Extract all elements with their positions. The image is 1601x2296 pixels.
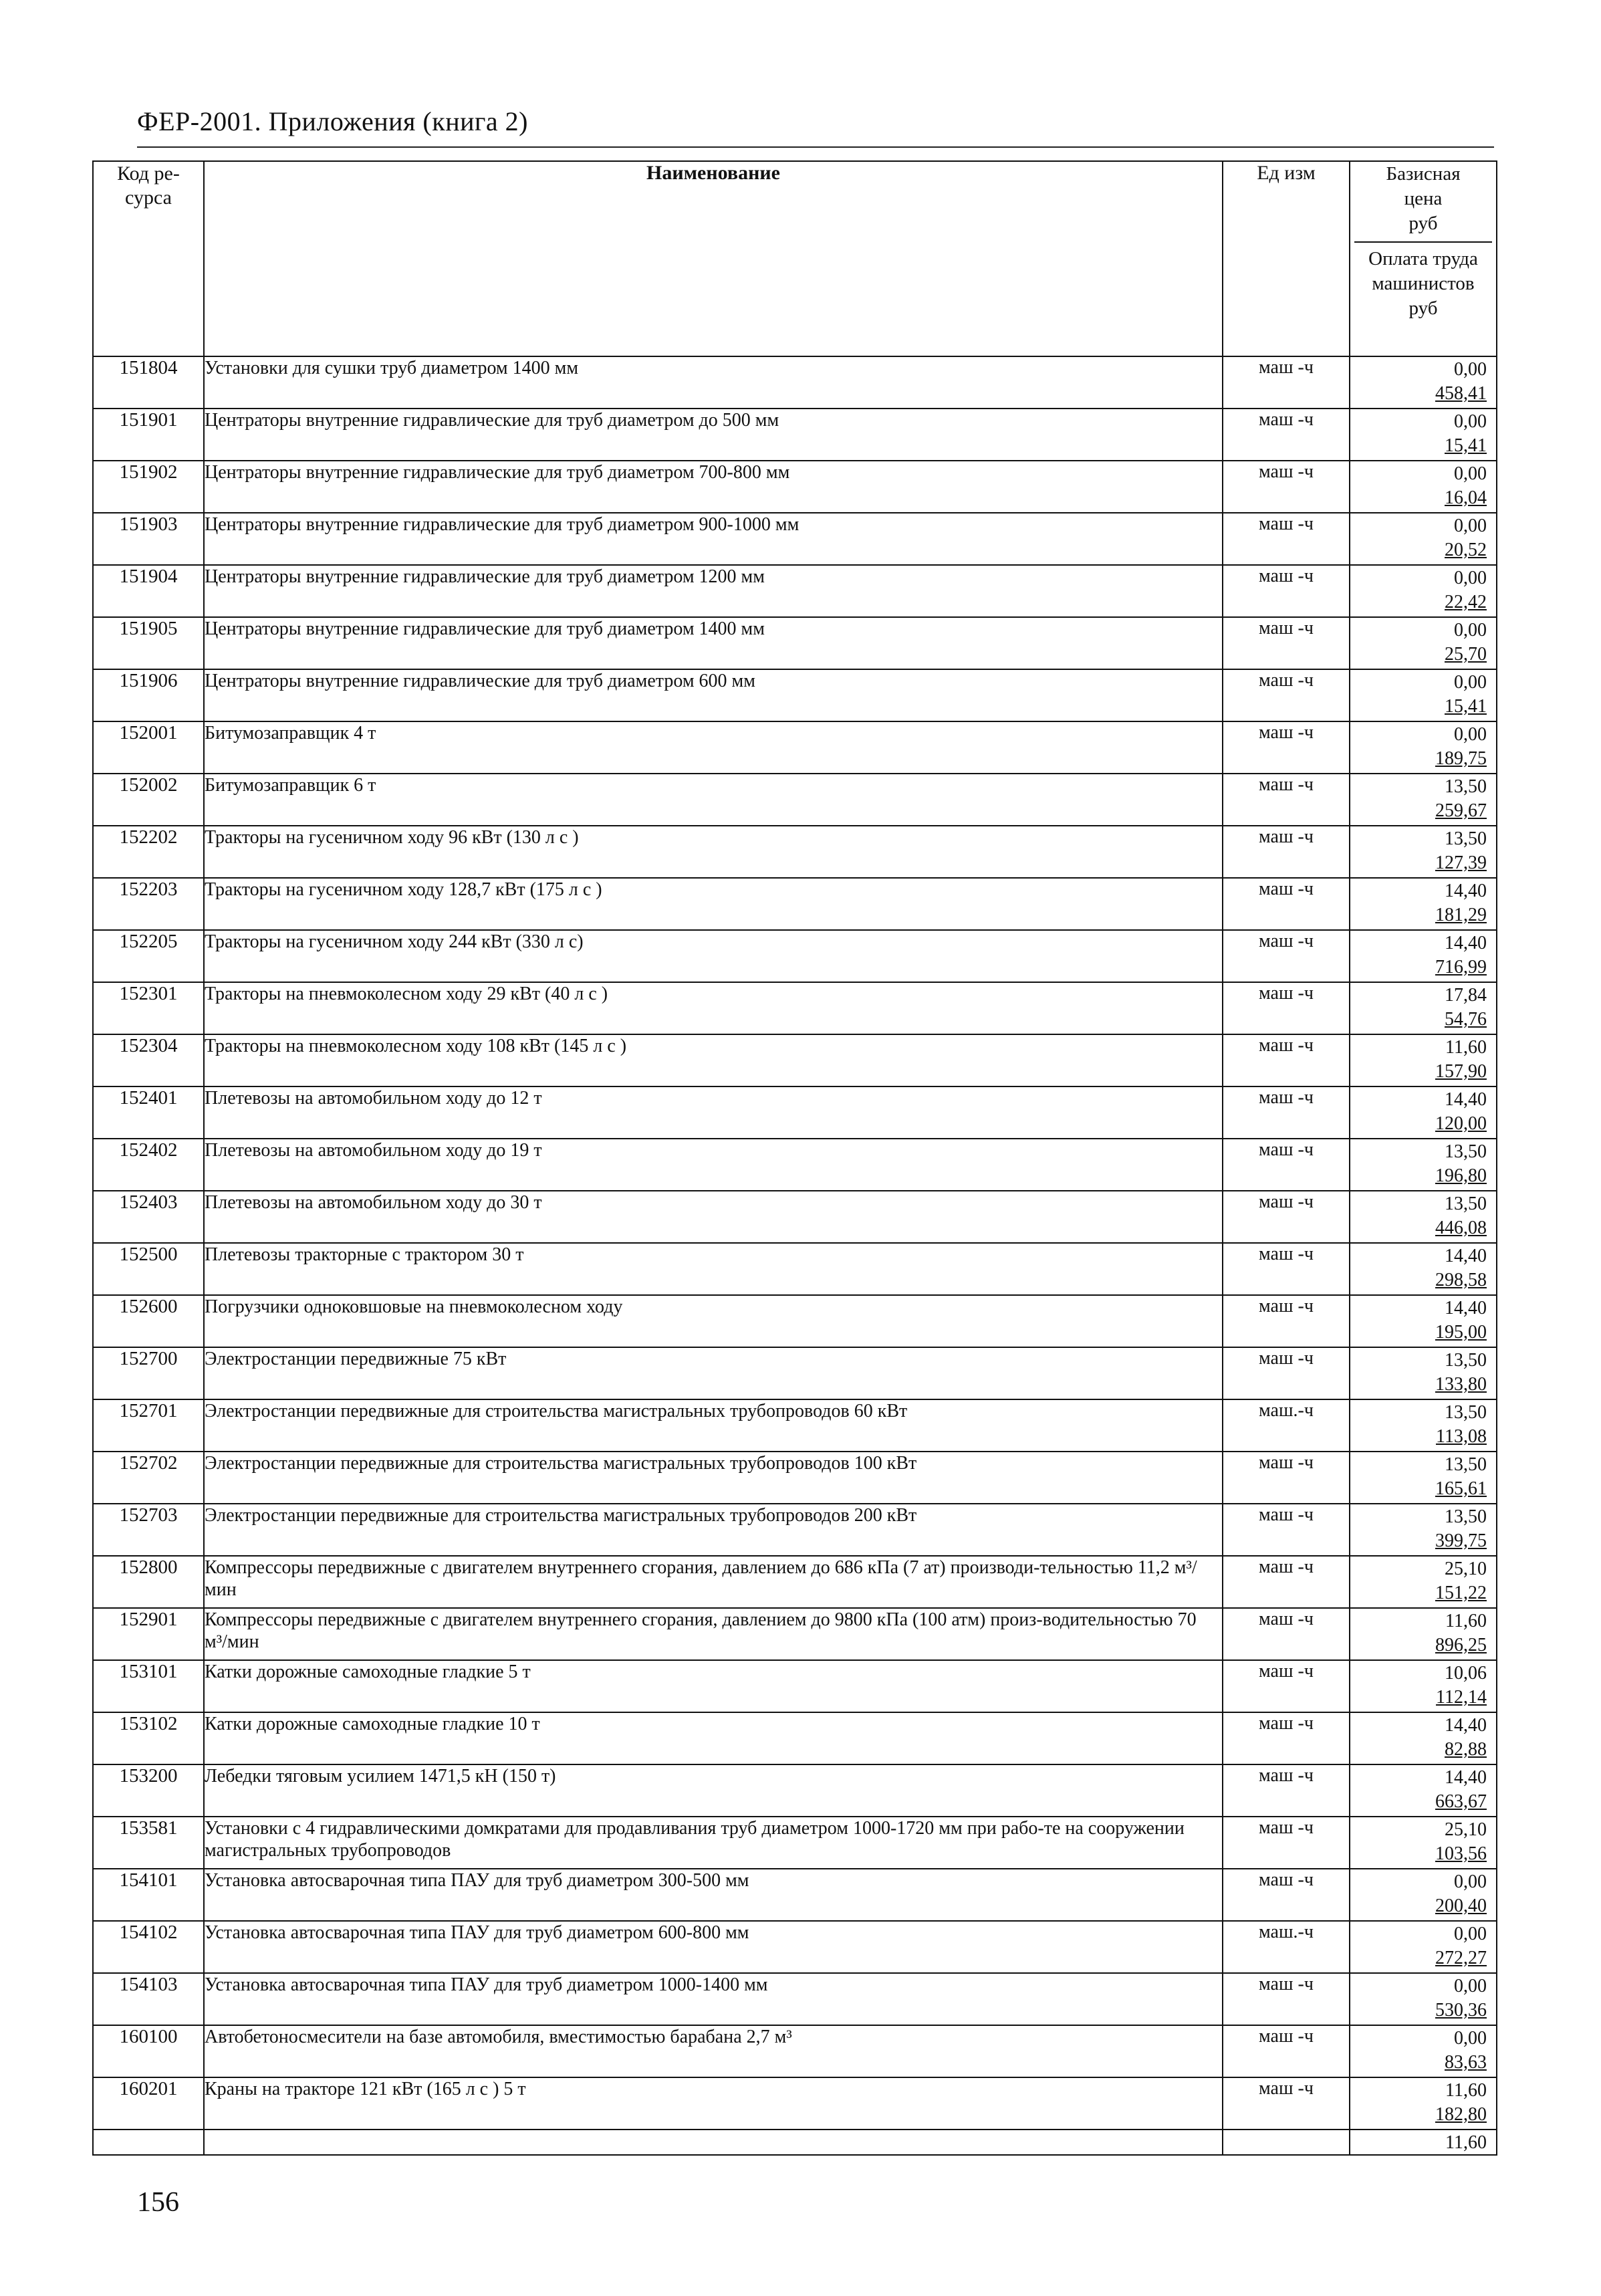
wage-value: 13,50 <box>1445 1402 1487 1423</box>
resource-code: 153101 <box>93 1660 204 1712</box>
col-name-header: Наименование <box>204 161 1223 356</box>
wage-value: 0,00 <box>1454 620 1487 641</box>
empty-cell <box>93 2130 204 2155</box>
table-row <box>93 982 1497 1034</box>
resource-code: 152205 <box>93 930 204 982</box>
resource-price-cell <box>1350 1452 1497 1504</box>
resource-unit: маш -ч <box>1223 982 1350 1034</box>
resource-name: Центраторы внутренние гидравлические для труб диаметром до 500 мм <box>204 409 1223 461</box>
base-price-value <box>1350 1528 1496 1554</box>
wage-value: 11,60 <box>1445 2132 1487 2153</box>
resource-unit: маш -ч <box>1223 356 1350 409</box>
resource-unit: маш -ч <box>1223 1660 1350 1712</box>
resource-unit: маш -ч <box>1223 669 1350 721</box>
page-number: 156 <box>137 2187 179 2218</box>
wage-value: 0,00 <box>1454 568 1487 588</box>
table-row <box>93 1243 1497 1295</box>
base-price-value <box>1350 1946 1496 1971</box>
base-price-value <box>1350 381 1496 407</box>
resource-price-cell <box>1350 1556 1497 1608</box>
wage-value: 14,40 <box>1445 881 1487 901</box>
resource-unit: маш -ч <box>1223 1869 1350 1921</box>
resource-code: 152402 <box>93 1139 204 1191</box>
wage-value: 13,50 <box>1445 1506 1487 1527</box>
resource-name: Центраторы внутренние гидравлические для труб диаметром 600 мм <box>204 669 1223 721</box>
resource-price-cell <box>1350 1869 1497 1921</box>
base-price-value <box>1350 2102 1496 2128</box>
resource-code: 160100 <box>93 2025 204 2077</box>
base-price-text: 896,25 <box>1435 1635 1487 1655</box>
wage-value: 17,84 <box>1445 985 1487 1006</box>
wage-value: 0,00 <box>1454 1976 1487 1996</box>
base-price-value <box>1350 2050 1496 2075</box>
resource-price-cell <box>1350 1712 1497 1764</box>
base-price-text: 196,80 <box>1435 1165 1487 1186</box>
base-price-value <box>1350 1372 1496 1397</box>
table-row <box>93 1608 1497 1660</box>
table-row <box>93 2077 1497 2130</box>
wage-value: 14,40 <box>1445 933 1487 953</box>
base-price-text: 103,56 <box>1435 1843 1487 1864</box>
base-price-value <box>1350 642 1496 667</box>
base-price-value <box>1350 1737 1496 1762</box>
resource-name: Установки для сушки труб диаметром 1400 мм <box>204 356 1223 409</box>
resource-name: Электростанции передвижные для строительства магистральных трубопроводов 60 кВт <box>204 1399 1223 1452</box>
resource-code: 152001 <box>93 721 204 774</box>
base-price-text: 113,08 <box>1436 1426 1487 1447</box>
resource-unit: маш.-ч <box>1223 1399 1350 1452</box>
base-price-value <box>1350 1424 1496 1450</box>
resource-name: Компрессоры передвижные с двигателем внутреннего сгорания, давлением до 686 кПа (7 ат) производи-тельностью 11,2 м³/мин <box>204 1556 1223 1608</box>
resource-unit: маш -ч <box>1223 826 1350 878</box>
resource-unit: маш.-ч <box>1223 1921 1350 1973</box>
wage-value: 13,50 <box>1445 1350 1487 1371</box>
base-price-text: 82,88 <box>1445 1739 1487 1760</box>
table-row <box>93 1347 1497 1399</box>
resource-price-cell <box>1350 1139 1497 1191</box>
wage-value: 13,50 <box>1445 1454 1487 1475</box>
table-row <box>93 1086 1497 1139</box>
wage-value: 0,00 <box>1454 463 1487 484</box>
wage-value: 0,00 <box>1454 672 1487 693</box>
table-row <box>93 1764 1497 1817</box>
base-price-text: 259,67 <box>1435 800 1487 821</box>
resource-price-cell <box>1350 1817 1497 1869</box>
wage-value: 14,40 <box>1445 1298 1487 1318</box>
resource-unit: маш -ч <box>1223 878 1350 930</box>
resource-name: Катки дорожные самоходные гладкие 5 т <box>204 1660 1223 1712</box>
base-price-text: 458,41 <box>1435 383 1487 404</box>
resource-code: 152304 <box>93 1034 204 1086</box>
resource-unit: маш -ч <box>1223 1712 1350 1764</box>
resource-unit: маш -ч <box>1223 1347 1350 1399</box>
final-wage-cell <box>1350 2130 1497 2155</box>
resource-price-cell <box>1350 2025 1497 2077</box>
base-price-value <box>1350 1007 1496 1032</box>
resource-code: 152500 <box>93 1243 204 1295</box>
wage-value: 14,40 <box>1445 1767 1487 1788</box>
resource-price-cell <box>1350 2077 1497 2130</box>
base-price-text: 195,00 <box>1435 1322 1487 1343</box>
table-row <box>93 1452 1497 1504</box>
base-price-text: 399,75 <box>1435 1530 1487 1551</box>
base-price-text: 530,36 <box>1435 2000 1487 2021</box>
resource-unit: маш -ч <box>1223 1504 1350 1556</box>
resource-unit: маш -ч <box>1223 565 1350 617</box>
resource-name: Краны на тракторе 121 кВт (165 л с ) 5 т <box>204 2077 1223 2130</box>
table-row <box>93 1869 1497 1921</box>
base-price-value <box>1350 1059 1496 1084</box>
wage-value: 25,10 <box>1445 1819 1487 1840</box>
resource-price-cell <box>1350 1191 1497 1243</box>
resource-price-cell <box>1350 774 1497 826</box>
resource-price-cell <box>1350 982 1497 1034</box>
resource-unit: маш -ч <box>1223 513 1350 565</box>
resource-code: 152600 <box>93 1295 204 1347</box>
resource-price-cell <box>1350 721 1497 774</box>
base-price-text: 133,80 <box>1435 1374 1487 1395</box>
base-price-text: 298,58 <box>1435 1270 1487 1290</box>
base-price-text: 20,52 <box>1445 540 1487 560</box>
resource-name: Лебедки тяговым усилием 1471,5 кН (150 т) <box>204 1764 1223 1817</box>
table-row <box>93 930 1497 982</box>
table-row <box>93 669 1497 721</box>
wage-value: 0,00 <box>1454 2028 1487 2049</box>
wage-value: 13,50 <box>1445 1141 1487 1162</box>
resource-code: 152800 <box>93 1556 204 1608</box>
resource-price-cell <box>1350 1034 1497 1086</box>
resource-code: 153581 <box>93 1817 204 1869</box>
resource-code: 152901 <box>93 1608 204 1660</box>
resource-code: 151901 <box>93 409 204 461</box>
resource-code: 151904 <box>93 565 204 617</box>
wage-value: 14,40 <box>1445 1246 1487 1266</box>
resource-price-cell <box>1350 878 1497 930</box>
table-row <box>93 513 1497 565</box>
base-price-text: 182,80 <box>1435 2104 1487 2125</box>
base-price-text: 25,70 <box>1445 644 1487 665</box>
base-price-value <box>1350 1841 1496 1867</box>
resource-name: Тракторы на пневмоколесном ходу 29 кВт (40 л с ) <box>204 982 1223 1034</box>
resource-price-cell <box>1350 1608 1497 1660</box>
resource-code: 151804 <box>93 356 204 409</box>
resource-name: Автобетоносмесители на базе автомобиля, вместимостью барабана 2,7 м³ <box>204 2025 1223 2077</box>
resource-code: 160201 <box>93 2077 204 2130</box>
resource-code: 151903 <box>93 513 204 565</box>
base-price-text: 663,67 <box>1435 1791 1487 1812</box>
table-row <box>93 1399 1497 1452</box>
wage-value: 13,50 <box>1445 828 1487 849</box>
base-price-value <box>1350 798 1496 824</box>
wage-value: 25,10 <box>1445 1559 1487 1579</box>
base-price-text: 181,29 <box>1435 905 1487 925</box>
base-price-text: 716,99 <box>1435 957 1487 978</box>
resource-name: Установка автосварочная типа ПАУ для труб диаметром 1000-1400 мм <box>204 1973 1223 2025</box>
resource-unit: маш -ч <box>1223 1034 1350 1086</box>
wage-value: 0,00 <box>1454 515 1487 536</box>
resource-name: Тракторы на гусеничном ходу 96 кВт (130 л с ) <box>204 826 1223 878</box>
base-price-value <box>1350 485 1496 511</box>
resource-code: 154101 <box>93 1869 204 1921</box>
base-price-text: 22,42 <box>1445 592 1487 612</box>
header-rule <box>137 146 1494 148</box>
base-price-text: 54,76 <box>1445 1009 1487 1030</box>
table-row <box>93 1556 1497 1608</box>
resource-name: Центраторы внутренние гидравлические для труб диаметром 1200 мм <box>204 565 1223 617</box>
resource-unit: маш -ч <box>1223 1191 1350 1243</box>
base-price-text: 200,40 <box>1435 1896 1487 1916</box>
wage-value: 0,00 <box>1454 1871 1487 1892</box>
table-row <box>93 409 1497 461</box>
wage-value: 0,00 <box>1454 359 1487 380</box>
resource-code: 152701 <box>93 1399 204 1452</box>
resource-price-cell <box>1350 565 1497 617</box>
resource-name: Тракторы на гусеничном ходу 128,7 кВт (175 л с ) <box>204 878 1223 930</box>
base-price-value <box>1350 1581 1496 1606</box>
resource-price-cell <box>1350 826 1497 878</box>
resource-unit: маш -ч <box>1223 1243 1350 1295</box>
base-price-value <box>1350 1685 1496 1710</box>
wage-value: 13,50 <box>1445 1193 1487 1214</box>
resource-unit: маш -ч <box>1223 617 1350 669</box>
base-price-value <box>1350 694 1496 719</box>
resource-name: Тракторы на гусеничном ходу 244 кВт (330 л с) <box>204 930 1223 982</box>
col-code-header <box>93 161 204 356</box>
base-price-value <box>1350 538 1496 563</box>
resource-price-cell <box>1350 409 1497 461</box>
base-price-text: 112,14 <box>1436 1687 1487 1708</box>
base-price-value <box>1350 903 1496 928</box>
resource-name: Плетевозы тракторные с трактором 30 т <box>204 1243 1223 1295</box>
empty-cell <box>204 2130 1223 2155</box>
resource-unit: маш -ч <box>1223 1086 1350 1139</box>
table-row <box>93 565 1497 617</box>
base-price-text: 446,08 <box>1435 1218 1487 1238</box>
resource-unit: маш -ч <box>1223 930 1350 982</box>
resource-price-cell <box>1350 669 1497 721</box>
table-row <box>93 1973 1497 2025</box>
base-price-text: 83,63 <box>1445 2052 1487 2073</box>
table-row <box>93 1295 1497 1347</box>
resource-code: 152203 <box>93 878 204 930</box>
table-row <box>93 1712 1497 1764</box>
resource-price-cell <box>1350 1086 1497 1139</box>
resource-price-cell <box>1350 617 1497 669</box>
resource-name: Электростанции передвижные для строительства магистральных трубопроводов 200 кВт <box>204 1504 1223 1556</box>
base-price-value <box>1350 1476 1496 1502</box>
resource-price-cell <box>1350 1764 1497 1817</box>
resource-unit: маш -ч <box>1223 1139 1350 1191</box>
table-row <box>93 878 1497 930</box>
resource-name: Битумозаправщик 6 т <box>204 774 1223 826</box>
table-row <box>93 1191 1497 1243</box>
resource-name: Центраторы внутренние гидравлические для труб диаметром 900-1000 мм <box>204 513 1223 565</box>
col-price-bottom-label: Оплата труда машинистов руб <box>1368 248 1478 319</box>
resource-unit: маш -ч <box>1223 1295 1350 1347</box>
table-row <box>93 1921 1497 1973</box>
base-price-value <box>1350 1998 1496 2023</box>
resource-unit: маш -ч <box>1223 461 1350 513</box>
resource-name: Установка автосварочная типа ПАУ для труб диаметром 300-500 мм <box>204 1869 1223 1921</box>
resource-code: 152301 <box>93 982 204 1034</box>
base-price-value <box>1350 850 1496 876</box>
col-unit-header: Ед изм <box>1223 161 1350 356</box>
table-row <box>93 1660 1497 1712</box>
resource-price-cell <box>1350 930 1497 982</box>
resource-price-cell <box>1350 1347 1497 1399</box>
col-price-top-label: Базисная цена руб <box>1386 163 1461 234</box>
table-row <box>93 617 1497 669</box>
col-code-label: Код ре- сурса <box>117 162 180 209</box>
table-row <box>93 356 1497 409</box>
resource-code: 153200 <box>93 1764 204 1817</box>
resource-unit: маш -ч <box>1223 1764 1350 1817</box>
resource-price-cell <box>1350 1660 1497 1712</box>
table-row-final-wage <box>93 2130 1497 2155</box>
resource-name: Тракторы на пневмоколесном ходу 108 кВт (145 л с ) <box>204 1034 1223 1086</box>
resource-name: Компрессоры передвижные с двигателем внутреннего сгорания, давлением до 9800 кПа (100 атм) произ-водительностью 70 м³/мин <box>204 1608 1223 1660</box>
resource-name: Установка автосварочная типа ПАУ для труб диаметром 600-800 мм <box>204 1921 1223 1973</box>
wage-value: 0,00 <box>1454 411 1487 432</box>
resource-code: 152002 <box>93 774 204 826</box>
base-price-value <box>1350 746 1496 772</box>
base-price-value <box>1350 1111 1496 1137</box>
resource-price-cell <box>1350 1921 1497 1973</box>
table-header-row <box>93 161 1497 356</box>
price-header-divider <box>1354 241 1492 243</box>
resource-price-cell <box>1350 513 1497 565</box>
resource-code: 152703 <box>93 1504 204 1556</box>
resource-price-cell <box>1350 1295 1497 1347</box>
base-price-text: 189,75 <box>1435 748 1487 769</box>
table-row <box>93 1817 1497 1869</box>
table-row <box>93 461 1497 513</box>
resource-name: Установки с 4 гидравлическими домкратами для продавливания труб диаметром 1000-1720 мм при рабо-те на сооружении магистральных трубопроводов <box>204 1817 1223 1869</box>
resource-price-cell <box>1350 1973 1497 2025</box>
resource-unit: маш -ч <box>1223 1817 1350 1869</box>
resource-code: 151902 <box>93 461 204 513</box>
empty-cell <box>1223 2130 1350 2155</box>
resource-name: Плетевозы на автомобильном ходу до 30 т <box>204 1191 1223 1243</box>
resource-code: 152702 <box>93 1452 204 1504</box>
resource-price-cell <box>1350 1399 1497 1452</box>
wage-value: 0,00 <box>1454 1924 1487 1944</box>
resource-code: 154102 <box>93 1921 204 1973</box>
resource-name: Электростанции передвижные 75 кВт <box>204 1347 1223 1399</box>
resource-unit: маш -ч <box>1223 1973 1350 2025</box>
resource-name: Погрузчики одноковшовые на пневмоколесном ходу <box>204 1295 1223 1347</box>
wage-value: 10,06 <box>1445 1663 1487 1684</box>
resource-price-cell <box>1350 356 1497 409</box>
col-price-header <box>1350 161 1497 356</box>
resource-code: 154103 <box>93 1973 204 2025</box>
resource-unit: маш -ч <box>1223 1452 1350 1504</box>
base-price-text: 15,41 <box>1445 435 1487 456</box>
wage-value: 0,00 <box>1454 724 1487 745</box>
wage-value: 11,60 <box>1445 1037 1487 1058</box>
resource-table <box>92 160 1497 2156</box>
table-row <box>93 774 1497 826</box>
page-header-title: ФЕР-2001. Приложения (книга 2) <box>137 106 528 136</box>
base-price-value <box>1350 1268 1496 1293</box>
base-price-value <box>1350 1633 1496 1658</box>
resource-code: 152403 <box>93 1191 204 1243</box>
resource-price-cell <box>1350 1504 1497 1556</box>
table-row <box>93 1139 1497 1191</box>
base-price-text: 151,22 <box>1435 1583 1487 1603</box>
table-row <box>93 721 1497 774</box>
resource-name: Центраторы внутренние гидравлические для труб диаметром 700-800 мм <box>204 461 1223 513</box>
base-price-text: 272,27 <box>1435 1948 1487 1968</box>
wage-value: 13,50 <box>1445 776 1487 797</box>
base-price-value <box>1350 1789 1496 1815</box>
base-price-text: 165,61 <box>1435 1478 1487 1499</box>
table-row <box>93 826 1497 878</box>
base-price-text: 16,04 <box>1445 487 1487 508</box>
base-price-text: 157,90 <box>1435 1061 1487 1082</box>
base-price-value <box>1350 1320 1496 1345</box>
base-price-value <box>1350 1216 1496 1241</box>
resource-unit: маш -ч <box>1223 1608 1350 1660</box>
wage-value: 11,60 <box>1445 2080 1487 2101</box>
base-price-value <box>1350 433 1496 459</box>
base-price-value <box>1350 955 1496 980</box>
resource-unit: маш -ч <box>1223 409 1350 461</box>
resource-name: Центраторы внутренние гидравлические для труб диаметром 1400 мм <box>204 617 1223 669</box>
resource-name: Плетевозы на автомобильном ходу до 12 т <box>204 1086 1223 1139</box>
resource-code: 152401 <box>93 1086 204 1139</box>
resource-unit: маш -ч <box>1223 2025 1350 2077</box>
resource-code: 151906 <box>93 669 204 721</box>
resource-price-cell <box>1350 1243 1497 1295</box>
table-body <box>93 356 1497 2155</box>
resource-code: 152700 <box>93 1347 204 1399</box>
resource-name: Электростанции передвижные для строительства магистральных трубопроводов 100 кВт <box>204 1452 1223 1504</box>
wage-value: 14,40 <box>1445 1089 1487 1110</box>
resource-name: Плетевозы на автомобильном ходу до 19 т <box>204 1139 1223 1191</box>
base-price-text: 15,41 <box>1445 696 1487 717</box>
resource-unit: маш -ч <box>1223 2077 1350 2130</box>
base-price-value <box>1350 1163 1496 1189</box>
resource-code: 151905 <box>93 617 204 669</box>
resource-unit: маш -ч <box>1223 774 1350 826</box>
base-price-value <box>1350 590 1496 615</box>
wage-value: 11,60 <box>1445 1611 1487 1631</box>
table-row <box>93 1504 1497 1556</box>
base-price-value <box>1350 1893 1496 1919</box>
resource-unit: маш -ч <box>1223 721 1350 774</box>
resource-price-cell <box>1350 461 1497 513</box>
resource-name: Битумозаправщик 4 т <box>204 721 1223 774</box>
resource-unit: маш -ч <box>1223 1556 1350 1608</box>
resource-name: Катки дорожные самоходные гладкие 10 т <box>204 1712 1223 1764</box>
table-row <box>93 2025 1497 2077</box>
base-price-text: 120,00 <box>1435 1113 1487 1134</box>
resource-code: 153102 <box>93 1712 204 1764</box>
wage-value: 14,40 <box>1445 1715 1487 1736</box>
resource-code: 152202 <box>93 826 204 878</box>
table-row <box>93 1034 1497 1086</box>
base-price-text: 127,39 <box>1435 852 1487 873</box>
